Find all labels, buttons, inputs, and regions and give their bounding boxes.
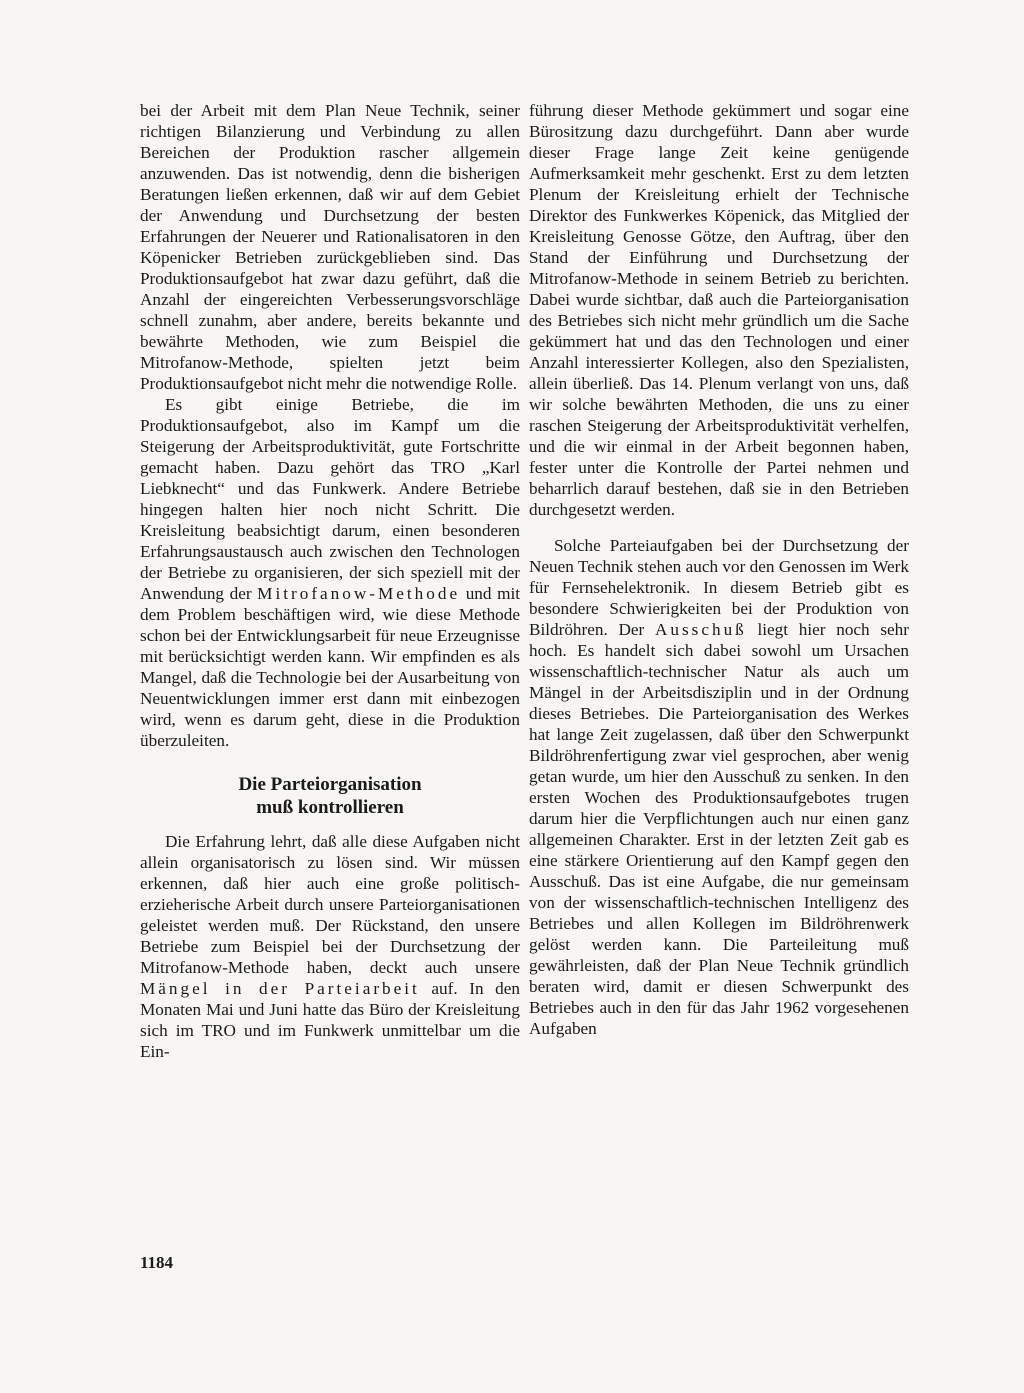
paragraph-text: Es gibt einige Betriebe, die im Produktionsaufgebot, also im Kampf um die Steigerung der Arbeitsproduktivität, gute Fortschritte gemacht haben. Dazu gehört das TRO „Karl Liebknecht“ und das Funkwerk. Andere Betriebe hingegen halten hier noch nicht Schritt. Die Kreisleitung beabsichtigt darum, einen besonderen Erfahrungsaustausch auch zwischen den Technologen der Betriebe zu organisieren, der sich speziell mit der Anwendung der xyxy=(140,395,520,603)
paragraph-text: auf. In den Monaten Mai und Juni hatte das Büro der Kreisleitung sich im TRO und im Funkwerk unmittelbar um die Ein- xyxy=(140,979,520,1061)
paragraph-text: liegt hier noch sehr hoch. Es handelt sich dabei sowohl um Ursachen wissenschaftlich-technischer Natur als auch um Mängel in der Arbeitsdisziplin und in der Ordnung dieses Betriebes. Die Parteiorganisation des Werkes hat lange Zeit zugelassen, daß über den Schwerpunkt Bildröhrenfertigung zwar viel gesprochen, aber wenig getan wurde, um hier den Ausschuß zu senken. In den ersten Wochen des Produktionsaufgebotes trugen darum hier die Verpflichtungen auch nur einen ganz allgemeinen Charakter. Erst in der letzten Zeit gab es eine stärkere Orientierung auf den Kampf gegen den Ausschuß. Das ist eine Aufgabe, die nur gemeinsam von der wissenschaftlich-technischen Intelligenz des Betriebes und allen Kollegen im Bildröhrenwerk gelöst werden kann. Die Parteileitung muß gewährleisten, daß der Plan Neue Technik gründlich beraten wird, damit er diesen Schwerpunkt des Betriebes auch in den für das Jahr 1962 vorgesehenen Aufgaben xyxy=(529,620,909,1038)
left-column xyxy=(140,100,520,1062)
emphasized-text: Mängel in der Parteiarbeit xyxy=(140,979,420,998)
page-number: 1184 xyxy=(140,1253,174,1272)
paragraph xyxy=(529,535,909,1039)
right-column xyxy=(529,100,909,1039)
section-heading xyxy=(140,773,520,819)
emphasized-text: Ausschuß xyxy=(654,620,747,639)
paragraph-text: Solche Parteiaufgaben bei der Durchsetzung der Neuen Technik stehen auch vor den Genossen im Werk für Fernsehelektronik. In diesem Betrieb gibt es besondere Schwierigkeiten bei der Produktion von Bildröhren. Der xyxy=(529,536,909,639)
emphasized-text: Mitrofanow-Methode xyxy=(257,584,461,603)
paragraph-text: Die Erfahrung lehrt, daß alle diese Aufgaben nicht allein organisatorisch zu lösen sind. Wir müssen erkennen, daß hier auch eine große politisch-erzieherische Arbeit durch unsere Parteiorganisationen geleistet werden muß. Der Rückstand, den unsere Betriebe zum Beispiel bei der Durchsetzung der Mitrofanow-Methode haben, deckt auch unsere xyxy=(140,832,520,977)
paragraph xyxy=(140,394,520,751)
paragraph: führung dieser Methode gekümmert und sogar eine Bürositzung dazu durchgeführt. Dann aber wurde dieser Frage lange Zeit keine genügende Aufmerksamkeit mehr geschenkt. Erst zu dem letzten Plenum der Kreisleitung erhielt der Technische Direktor des Funkwerkes Köpenick, das Mitglied der Kreisleitung Genosse Götze, den Auftrag, über den Stand der Einführung und Durchsetzung der Mitrofanow-Methode in seinem Betrieb zu berichten. Dabei wurde sichtbar, daß auch die Parteiorganisation des Betriebes sich nicht mehr gründlich um die Sache gekümmert hat und das den Technologen und einer Anzahl interessierter Kollegen, also den Spezialisten, allein überließ. Das 14. Plenum verlangt von uns, daß wir solche bewährten Methoden, die uns zu einer raschen Steigerung der Arbeitsproduktivität verhelfen, und die wir einmal in der Arbeit begonnen haben, fester unter die Kontrolle der Partei nehmen und beharrlich darauf bestehen, daß sie in den Betrieben durchgesetzt werden. xyxy=(529,101,909,519)
paragraph: bei der Arbeit mit dem Plan Neue Technik, seiner richtigen Bilanzierung und Verbindung zu allen Bereichen der Produktion rascher allgemein anzuwenden. Das ist notwendig, denn die bisherigen Beratungen ließen erkennen, daß wir auf dem Gebiet der Anwendung und Durchsetzung der besten Erfahrungen der Neuerer und Rationalisatoren in den Köpenicker Betrieben zurückgeblieben sind. Das Produktionsaufgebot hat zwar dazu geführt, daß die Anzahl der eingereichten Verbesserungsvorschläge schnell zunahm, aber andere, bereits bekannte und bewährte Methoden, wie zum Beispiel die Mitrofanow-Methode, spielten jetzt beim Produktionsaufgebot nicht mehr die notwendige Rolle. xyxy=(140,101,520,393)
heading-line: muß kontrollieren xyxy=(256,797,404,818)
paragraph-text: und mit dem Problem beschäftigen wird, wie diese Methode schon bei der Entwicklungsarbeit für neue Erzeugnisse mit berücksichtigt werden kann. Wir empfinden es als Mangel, daß die Technologie bei der Ausarbeitung von Neuentwicklungen immer erst dann mit einbezogen wird, wenn es darum geht, diese in die Produktion überzuleiten. xyxy=(140,584,521,750)
heading-line: Die Parteiorganisation xyxy=(238,774,422,795)
paragraph xyxy=(140,831,520,1062)
